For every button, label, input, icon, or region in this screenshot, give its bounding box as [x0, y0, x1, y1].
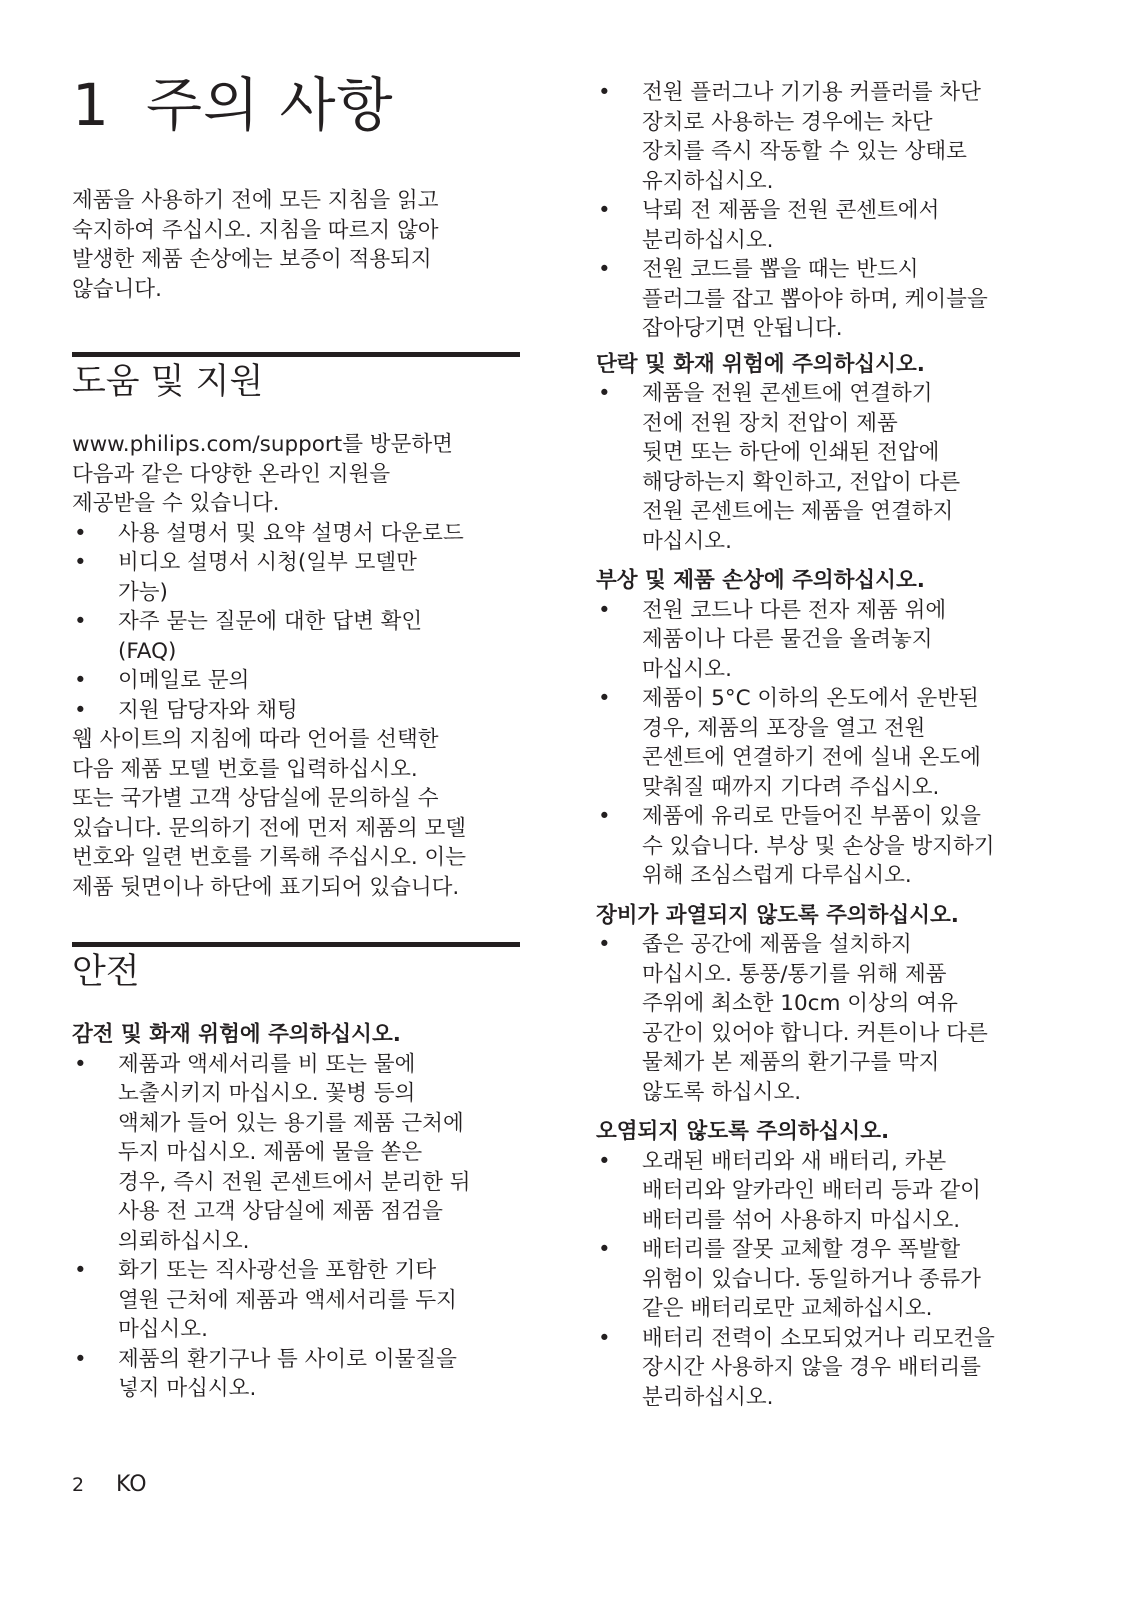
bullet-icon: • — [598, 1325, 611, 1351]
safety-section-title: 안전 — [72, 952, 140, 992]
list-item: • 자주 묻는 질문에 대한 답변 확인 (FAQ) — [72, 607, 528, 666]
list-item: • 제품이 5°C 이하의 온도에서 운반된 경우, 제품의 포장을 열고 전원 콘센트에 연결하기 전에 실내 온도에 맞춰질 때까지 기다려 주십시오. — [596, 684, 1066, 802]
bullet-icon: • — [598, 1237, 611, 1262]
page-number: 2 — [72, 1474, 85, 1496]
bullet-icon: • — [74, 1258, 87, 1283]
shock-block — [72, 1020, 528, 1404]
bullet-icon: • — [598, 686, 611, 711]
language-code: KO — [116, 1472, 147, 1497]
section-divider — [72, 352, 520, 357]
help-list — [72, 519, 528, 726]
bullet-icon: • — [598, 198, 611, 223]
bullet-icon: • — [598, 804, 611, 829]
bullet-icon: • — [74, 609, 87, 634]
bullet-icon: • — [74, 1346, 87, 1372]
overheat-list — [596, 930, 1066, 1107]
bullet-icon: • — [598, 381, 611, 406]
chapter-number: 1 — [72, 71, 110, 139]
list-item: • 오래된 배터리와 새 배터리, 카본 배터리와 알카라인 배터리 등과 같이 배터리를 섞어 사용하지 마십시오. — [596, 1147, 1066, 1236]
bullet-icon: • — [74, 520, 87, 546]
list-item: • 화기 또는 직사광선을 포함한 기타 열원 근처에 제품과 액세서리를 두지 마십시오. — [72, 1256, 528, 1345]
bullet-icon: • — [74, 668, 87, 693]
list-item: • 제품과 액세서리를 비 또는 물에 노출시키지 마십시오. 꽃병 등의 액체가 들어 있는 용기를 제품 근처에 두지 마십시오. 제품에 물을 쏟은 경우, 즉시 전원 콘센트에서 분리한 뒤 사용 전 고객 상담실에 제품 점검을 의뢰하십시오. — [72, 1050, 528, 1257]
bullet-icon: • — [598, 597, 611, 623]
shock-list — [72, 1050, 528, 1404]
help-section-body — [72, 430, 528, 902]
overheat-heading: 장비가 과열되지 않도록 주의하십시오. — [596, 902, 959, 928]
list-item: • 제품을 전원 콘센트에 연결하기 전에 전원 장치 전압이 제품 뒷면 또는 하단에 인쇄된 전압에 해당하는지 확인하고, 전압이 다른 전원 콘센트에는 제품을 연결하지 마십시오. — [596, 379, 1066, 556]
contamination-list — [596, 1147, 1066, 1413]
contamination-heading: 오염되지 않도록 주의하십시오. — [596, 1119, 890, 1144]
list-item: • 비디오 설명서 시청(일부 모델만 가능) — [72, 548, 528, 607]
help-paragraph-intro: www.philips.com/support를 방문하면 다음과 같은 다양한 온라인 지원을 제공받을 수 있습니다. — [72, 432, 453, 516]
bullet-icon: • — [598, 80, 611, 105]
right-column-content — [596, 78, 1066, 1412]
list-item: • 제품에 유리로 만들어진 부품이 있을 수 있습니다. 부상 및 손상을 방지하기 위해 조심스럽게 다루십시오. — [596, 802, 1066, 891]
bullet-icon: • — [74, 697, 87, 723]
list-item: • 배터리를 잘못 교체할 경우 폭발할 위험이 있습니다. 동일하거나 종류가 같은 배터리로만 교체하십시오. — [596, 1235, 1066, 1324]
injury-list — [596, 596, 1066, 891]
list-item: • 전원 플러그나 기기용 커플러를 차단 장치로 사용하는 경우에는 차단 장치를 즉시 작동할 수 있는 상태로 유지하십시오. — [596, 78, 1066, 196]
bullet-icon: • — [598, 932, 611, 957]
help-paragraph-contact: 웹 사이트의 지침에 따라 언어를 선택한 다음 제품 모델 번호를 입력하십시오. 또는 국가별 고객 상담실에 문의하실 수 있습니다. 문의하기 전에 먼저 제품의 모델 번호와 일련 번호를 기록해 주십시오. 이는 제품 뒷면이나 하단에 표기되어 있습니다. — [72, 727, 467, 900]
short-circuit-list — [596, 379, 1066, 556]
list-item: • 제품의 환기구나 틈 사이로 이물질을 넣지 마십시오. — [72, 1345, 528, 1404]
help-section-title: 도움 및 지원 — [72, 362, 264, 402]
injury-heading: 부상 및 제품 손상에 주의하십시오. — [596, 568, 925, 593]
bullet-icon: • — [598, 1148, 611, 1174]
short-circuit-heading: 단락 및 화재 위험에 주의하십시오. — [596, 351, 925, 377]
bullet-icon: • — [598, 257, 611, 282]
section-divider — [72, 942, 520, 947]
page-footer — [72, 1470, 147, 1499]
bullet-icon: • — [74, 550, 87, 575]
list-item: • 사용 설명서 및 요약 설명서 다운로드 — [72, 519, 528, 549]
intro-paragraph: 제품을 사용하기 전에 모든 지침을 읽고 숙지하여 주십시오. 지침을 따르지 않아 발생한 제품 손상에는 보증이 적용되지 않습니다. — [72, 188, 439, 302]
list-item: • 이메일로 문의 — [72, 666, 528, 696]
chapter-title-text: 주의 사항 — [146, 71, 394, 139]
list-item: • 지원 담당자와 채팅 — [72, 696, 528, 726]
list-item: • 좁은 공간에 제품을 설치하지 마십시오. 통풍/통기를 위해 제품 주위에 최소한 10cm 이상의 여유 공간이 있어야 합니다. 커튼이나 다른 물체가 본 제품의 환기구를 막지 않도록 하십시오. — [596, 930, 1066, 1107]
shock-heading: 감전 및 화재 위험에 주의하십시오. — [72, 1022, 401, 1047]
list-item: • 낙뢰 전 제품을 전원 콘센트에서 분리하십시오. — [596, 196, 1066, 255]
list-item: • 전원 코드나 다른 전자 제품 위에 제품이나 다른 물건을 올려놓지 마십시오. — [596, 596, 1066, 685]
bullet-icon: • — [74, 1051, 87, 1077]
chapter-title — [72, 70, 394, 140]
shock-continued-list — [596, 78, 1066, 344]
list-item: • 전원 코드를 뽑을 때는 반드시 플러그를 잡고 뽑아야 하며, 케이블을 잡아당기면 안됩니다. — [596, 255, 1066, 344]
list-item: • 배터리 전력이 소모되었거나 리모컨을 장시간 사용하지 않을 경우 배터리를 분리하십시오. — [596, 1324, 1066, 1413]
